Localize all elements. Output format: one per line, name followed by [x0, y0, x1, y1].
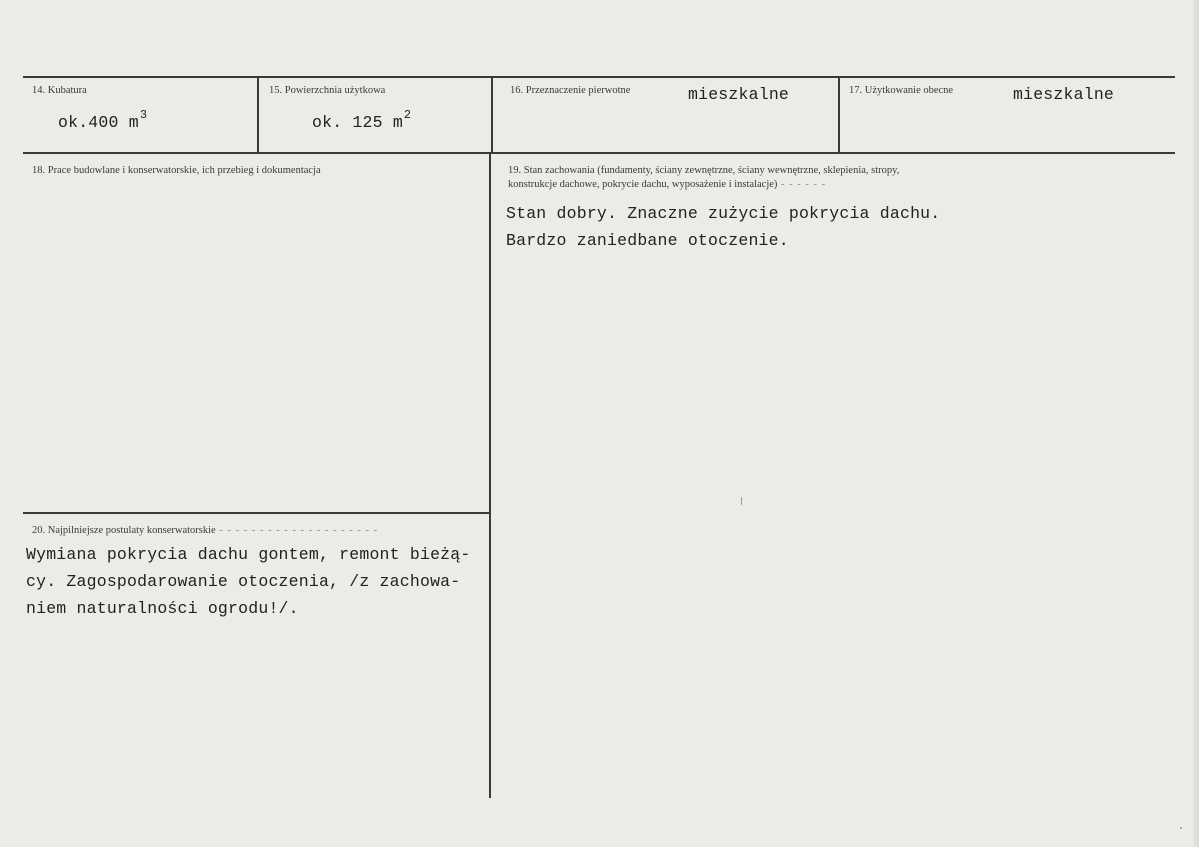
- field-19-text-line1: Stan dobry. Znaczne zużycie pokrycia dachu.: [506, 204, 941, 223]
- field-19-label-line2-text: konstrukcje dachowe, pokrycie dachu, wyposażenie i instalacje): [508, 179, 778, 190]
- main-column-divider: [489, 152, 491, 798]
- field-20-text-line1: Wymiana pokrycia dachu gontem, remont bieżą-: [26, 545, 471, 564]
- field-15-exponent: 2: [403, 108, 412, 122]
- field-20-label: [32, 524, 378, 538]
- field-16-value: mieszkalne: [688, 85, 790, 104]
- column-divider-15-16: [491, 76, 493, 154]
- paper-speck: [1180, 827, 1182, 829]
- field-15-value-text: ok. 125 m: [312, 113, 403, 132]
- row-divider-rule: [23, 152, 1175, 154]
- field-19-text-line2: Bardzo zaniedbane otoczenie.: [506, 231, 789, 250]
- section-20-top-rule: [23, 512, 490, 514]
- field-17-value: mieszkalne: [1013, 85, 1115, 104]
- field-14-exponent: 3: [139, 108, 148, 122]
- field-16-label: 16. Przeznaczenie pierwotne: [510, 85, 631, 96]
- paper-speck: [741, 497, 742, 505]
- field-18-label: 18. Prace budowlane i konserwatorskie, ich przebieg i dokumentacja: [32, 165, 321, 176]
- filler-dashes: - - - - - - - - - - - - - - - - - - - -: [215, 525, 379, 536]
- top-rule: [23, 76, 1175, 78]
- column-divider-14-15: [257, 76, 259, 154]
- field-19-label-line2: [508, 178, 826, 192]
- filler-dashes: - - - - - -: [777, 179, 827, 190]
- paper-edge: [1193, 0, 1199, 847]
- field-20-text-line3: niem naturalności ogrodu!/.: [26, 599, 299, 618]
- field-20-text-line2: cy. Zagospodarowanie otoczenia, /z zachowa-: [26, 572, 461, 591]
- field-17-label: 17. Użytkowanie obecne: [849, 85, 954, 96]
- field-14-value: [58, 108, 148, 132]
- field-19-label-line1: 19. Stan zachowania (fundamenty, ściany zewnętrzne, ściany wewnętrzne, sklepienia, stropy,: [508, 165, 900, 176]
- field-20-label-text: 20. Najpilniejsze postulaty konserwatorskie: [32, 525, 216, 536]
- column-divider-16-17: [838, 76, 840, 154]
- field-15-value: [312, 108, 412, 132]
- field-15-label: 15. Powierzchnia użytkowa: [269, 85, 386, 96]
- field-14-label: 14. Kubatura: [32, 85, 87, 96]
- field-14-value-text: ok.400 m: [58, 113, 139, 132]
